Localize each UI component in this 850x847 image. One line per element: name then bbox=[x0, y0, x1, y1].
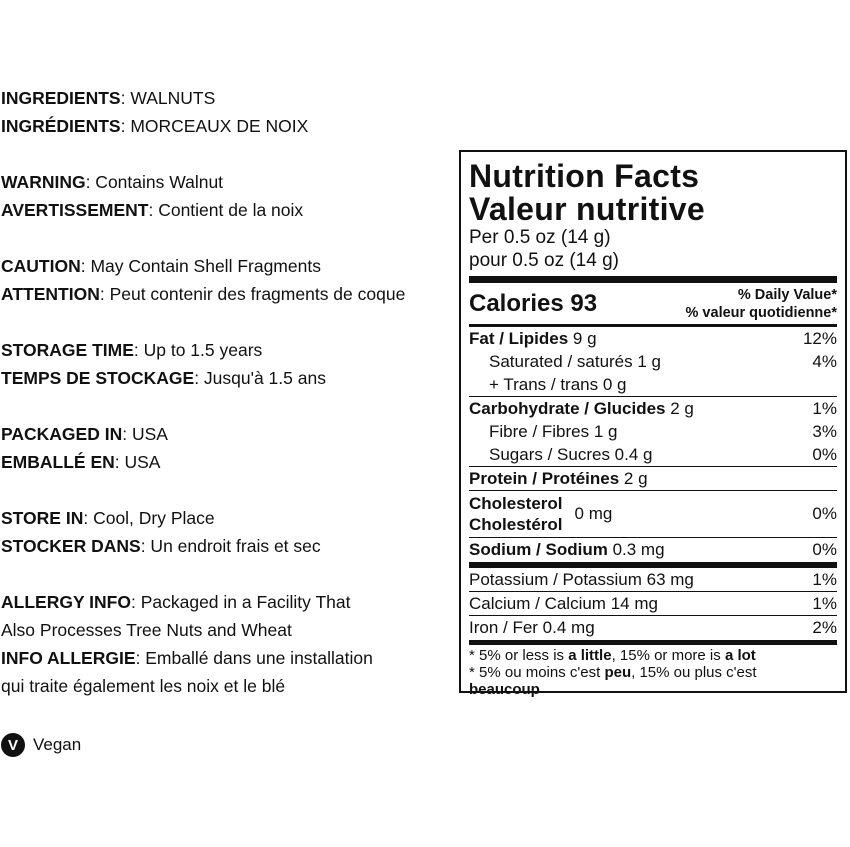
allergy-en-cont: Also Processes Tree Nuts and Wheat bbox=[1, 620, 292, 640]
warning-fr-value: : Contient de la noix bbox=[148, 200, 304, 220]
sugars-label: Sugars / Sucres 0.4 g bbox=[489, 445, 653, 464]
vegan-mark bbox=[1, 733, 81, 757]
footnote-en bbox=[469, 645, 837, 664]
protein-amount: 2 g bbox=[619, 469, 648, 488]
caution-fr bbox=[1, 280, 456, 308]
vegan-v-icon: V bbox=[1, 733, 25, 757]
store-fr-label: STOCKER DANS bbox=[1, 536, 141, 556]
iron-row bbox=[469, 616, 837, 639]
allergy-fr-label: INFO ALLERGIE bbox=[1, 648, 136, 668]
warning-en bbox=[1, 168, 456, 196]
calcium-label: Calcium / Calcium 14 mg bbox=[469, 594, 658, 613]
storage-fr bbox=[1, 364, 456, 392]
calories-label: Calories 93 bbox=[469, 290, 598, 317]
trans-row bbox=[469, 373, 837, 396]
packaged-fr-label: EMBALLÉ EN bbox=[1, 452, 115, 472]
product-info bbox=[1, 84, 456, 700]
storage-fr-label: TEMPS DE STOCKAGE bbox=[1, 368, 195, 388]
packaged-en bbox=[1, 420, 456, 448]
packaged-en-label: PACKAGED IN bbox=[1, 424, 123, 444]
allergy-en-value: : Packaged in a Facility That bbox=[130, 592, 351, 612]
spacer bbox=[1, 224, 456, 252]
dv-fr: % valeur quotidienne* bbox=[685, 305, 837, 321]
trans-label: + Trans / trans 0 g bbox=[489, 375, 627, 394]
packaged-fr-value: : USA bbox=[114, 452, 161, 472]
footnote-en-part: , 15% or more is bbox=[611, 647, 725, 664]
potassium-label: Potassium / Potassium 63 mg bbox=[469, 570, 694, 589]
warning-fr bbox=[1, 196, 456, 224]
allergy-en bbox=[1, 588, 456, 616]
saturated-dv: 4% bbox=[812, 352, 837, 371]
caution-en-value: : May Contain Shell Fragments bbox=[80, 256, 321, 276]
footnote-fr-bold: peu bbox=[604, 664, 632, 681]
nutrition-facts-panel bbox=[459, 150, 847, 698]
footnote-fr-part: * 5% ou moins c'est bbox=[469, 664, 605, 681]
cholesterol-dv: 0% bbox=[812, 504, 837, 523]
storage-en-label: STORAGE TIME bbox=[1, 340, 134, 360]
spacer bbox=[1, 392, 456, 420]
caution-en bbox=[1, 252, 456, 280]
cholesterol-label-fr: Cholestérol bbox=[469, 515, 563, 534]
footnote-fr-part: , 15% ou plus c'est bbox=[631, 664, 757, 681]
sodium-label: Sodium / Sodium bbox=[469, 540, 608, 559]
divider-thick bbox=[469, 276, 837, 283]
vegan-label: Vegan bbox=[33, 735, 82, 754]
spacer bbox=[1, 476, 456, 504]
ingredients-fr bbox=[1, 112, 456, 140]
fibre-dv: 3% bbox=[812, 422, 837, 441]
fat-label: Fat / Lipides bbox=[469, 329, 569, 348]
spacer bbox=[1, 560, 456, 588]
allergy-fr-value: : Emballé dans une installation bbox=[135, 648, 373, 668]
carb-amount: 2 g bbox=[665, 399, 694, 418]
caution-en-label: CAUTION bbox=[1, 256, 81, 276]
potassium-dv: 1% bbox=[812, 570, 837, 589]
store-en bbox=[1, 504, 456, 532]
potassium-row bbox=[469, 568, 837, 591]
store-fr-value: : Un endroit frais et sec bbox=[140, 536, 321, 556]
fibre-row bbox=[469, 420, 837, 443]
sodium-row bbox=[469, 538, 837, 561]
saturated-row bbox=[469, 350, 837, 373]
calcium-dv: 1% bbox=[812, 594, 837, 613]
dv-en: % Daily Value* bbox=[737, 287, 837, 303]
footnote-fr-bold: beaucoup bbox=[469, 681, 540, 698]
fat-dv: 12% bbox=[802, 329, 837, 348]
carb-label: Carbohydrate / Glucides bbox=[469, 399, 666, 418]
warning-en-value: : Contains Walnut bbox=[85, 172, 224, 192]
footnote-en-part: * 5% or less is bbox=[469, 647, 569, 664]
store-en-label: STORE IN bbox=[1, 508, 84, 528]
fibre-label: Fibre / Fibres 1 g bbox=[489, 422, 618, 441]
iron-dv: 2% bbox=[812, 618, 837, 637]
calories-row bbox=[469, 283, 837, 324]
saturated-label: Saturated / saturés 1 g bbox=[489, 352, 661, 371]
spacer bbox=[1, 140, 456, 168]
sugars-row bbox=[469, 443, 837, 466]
storage-en bbox=[1, 336, 456, 364]
protein-label: Protein / Protéines bbox=[469, 469, 620, 488]
ingredients-en-label: INGREDIENTS bbox=[1, 88, 121, 108]
allergy-fr-cont: qui traite également les noix et le blé bbox=[1, 676, 286, 696]
caution-fr-label: ATTENTION bbox=[1, 284, 100, 304]
footnote-en-bold: a lot bbox=[724, 647, 756, 664]
warning-fr-label: AVERTISSEMENT bbox=[1, 200, 149, 220]
ingredients-fr-value: : MORCEAUX DE NOIX bbox=[120, 116, 309, 136]
cholesterol-amount: 0 mg bbox=[574, 504, 613, 523]
serving-fr: pour 0.5 oz (14 g) bbox=[469, 250, 619, 271]
fat-row bbox=[469, 327, 837, 350]
spacer bbox=[1, 308, 456, 336]
ingredients-en-value: : WALNUTS bbox=[120, 88, 216, 108]
iron-label: Iron / Fer 0.4 mg bbox=[469, 618, 595, 637]
store-en-value: : Cool, Dry Place bbox=[83, 508, 215, 528]
storage-fr-value: : Jusqu'à 1.5 ans bbox=[194, 368, 326, 388]
fat-amount: 9 g bbox=[568, 329, 597, 348]
allergy-fr bbox=[1, 644, 456, 672]
ingredients-en bbox=[1, 84, 456, 112]
cholesterol-row bbox=[469, 491, 837, 537]
footnote-fr bbox=[469, 664, 837, 681]
carb-dv: 1% bbox=[812, 399, 837, 418]
protein-row bbox=[469, 467, 837, 490]
sodium-dv: 0% bbox=[812, 540, 837, 559]
warning-en-label: WARNING bbox=[1, 172, 86, 192]
sugars-dv: 0% bbox=[812, 445, 837, 464]
sodium-amount: 0.3 mg bbox=[607, 540, 665, 559]
storage-en-value: : Up to 1.5 years bbox=[133, 340, 263, 360]
ingredients-fr-label: INGRÉDIENTS bbox=[1, 116, 121, 136]
nutrition-title-en: Nutrition Facts bbox=[469, 158, 700, 194]
calcium-row bbox=[469, 592, 837, 615]
store-fr bbox=[1, 532, 456, 560]
packaged-fr bbox=[1, 448, 456, 476]
carb-row bbox=[469, 397, 837, 420]
cholesterol-label-en: Cholesterol bbox=[469, 494, 563, 513]
packaged-en-value: : USA bbox=[122, 424, 168, 444]
daily-value-header bbox=[686, 286, 837, 322]
allergy-en-label: ALLERGY INFO bbox=[1, 592, 131, 612]
caution-fr-value: : Peut contenir des fragments de coque bbox=[99, 284, 406, 304]
footnote-fr-cont bbox=[469, 681, 837, 698]
serving-en: Per 0.5 oz (14 g) bbox=[469, 227, 611, 248]
nutrition-title-fr: Valeur nutritive bbox=[469, 191, 705, 227]
footnote-en-bold: a little bbox=[568, 647, 612, 664]
